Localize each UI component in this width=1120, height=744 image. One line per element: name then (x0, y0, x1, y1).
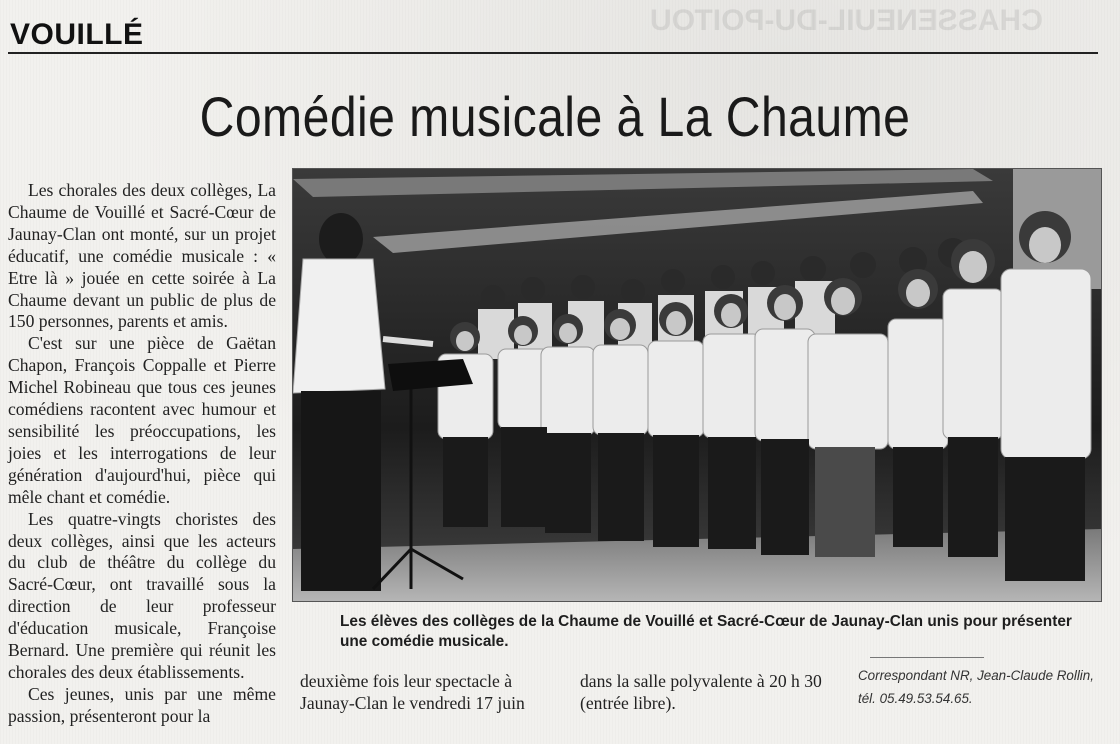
headline: Comédie musicale à La Chaume (199, 85, 911, 148)
paragraph: Les quatre-vingts choristes des deux collèges, ainsi que les acteurs du club de théâtre du collège du Sacré-Cœur, ont travaillé sous la direction de leur professeur d'éducation musicale, Françoise Bernard. Une première qui réunit les chorales des deux établissements. (8, 508, 276, 682)
credit-rule (870, 657, 984, 658)
text-line: (entrée libre). (580, 693, 676, 713)
caption-line: Les élèves des collèges de la Chaume de Vouillé et Sacré-Cœur de Jaunay-Clan unis pour présenter (340, 613, 1072, 630)
choir-photo-illustration (293, 169, 1101, 601)
correspondent-credit (858, 664, 1094, 710)
caption-line: une comédie musicale. (340, 633, 509, 650)
article-column-middle (300, 670, 580, 714)
bleed-through-text: CHASSENEUIL-DU-POITOU (650, 4, 1043, 37)
article-column-right (580, 670, 840, 714)
article-column-left (8, 180, 276, 728)
credit-line: tél. 05.49.53.54.65. (858, 691, 973, 706)
paragraph: C'est sur une pièce de Gaëtan Chapon, François Coppalle et Pierre Michel Robineau que tous ces jeunes comédiens racontent avec humour et sensibilité les préoccupations, les joies et les interrogations de leur génération d'aujourd'hui, pièce qui mêle chant et comédie. (8, 333, 276, 507)
text-line: deuxième fois leur spectacle à (300, 671, 513, 691)
section-label: VOUILLÉ (10, 18, 144, 51)
photo-caption (340, 612, 1070, 652)
choir-photo (292, 168, 1102, 602)
credit-line: Correspondant NR, Jean-Claude Rollin, (858, 668, 1094, 683)
paragraph: Ces jeunes, unis par une même passion, présenteront pour la (8, 683, 276, 726)
paragraph: Les chorales des deux collèges, La Chaume de Vouillé et Sacré-Cœur de Jaunay-Clan ont monté, sur un projet éducatif, une comédie musicale : « Etre là » jouée en cette soirée à La Chaume devant un public de plus de 150 personnes, parents et amis. (8, 180, 276, 332)
text-line: Jaunay-Clan le vendredi 17 juin (300, 693, 525, 713)
text-line: dans la salle polyvalente à 20 h 30 (580, 671, 822, 691)
top-rule (8, 52, 1098, 54)
